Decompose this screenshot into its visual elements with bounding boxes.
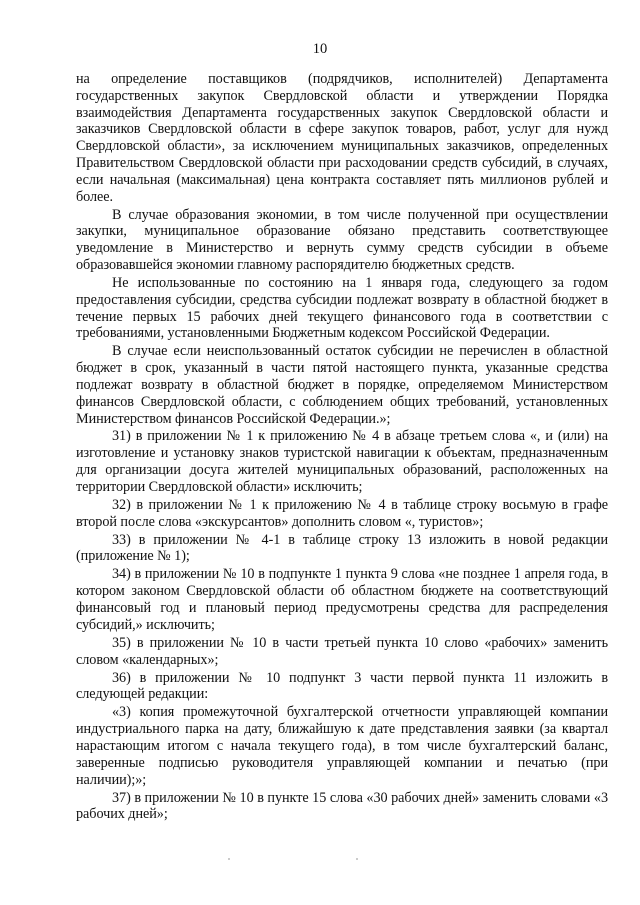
paragraph-item-34: 34) в приложении № 10 в подпункте 1 пункта 9 слова «не позднее 1 апреля года, в котором законом Свердловской области об областном бюджете на соответствующий финансовый год и плановый период предусмотрены средства для распределения субсидий,» исключить;: [76, 566, 608, 633]
paragraph-item-36: 36) в приложении № 10 подпункт 3 части первой пункта 11 изложить в следующей редакции:: [76, 669, 608, 703]
paragraph-item-33: 33) в приложении № 4-1 в таблице строку 13 изложить в новой редакции (приложение № 1);: [76, 531, 608, 565]
paragraph-item-35: 35) в приложении № 10 в части третьей пункта 10 слово «рабочих» заменить словом «календарных»;: [76, 634, 608, 668]
scan-speck: [228, 858, 230, 860]
document-body: [76, 71, 608, 823]
paragraph-unused-funds: Не использованные по состоянию на 1 января года, следующего за годом предоставления субсидии, средства субсидии подлежат возврату в областной бюджет в течение первых 15 рабочих дней текущего финансового года в соответствии с требованиями, установленными Бюджетным кодексом Российской Федерации.: [76, 274, 608, 342]
paragraph-continuation: на определение поставщиков (подрядчиков, исполнителей) Департамента государственных закупок Свердловской области и утверждении Порядка взаимодействия Департамента государственных закупок Свердловской области и заказчиков Свердловской области в сфере закупок товаров, работ, услуг для нужд Свердловской области», за исключением муниципальных заказчиков, определенных Правительством Свердловской области при расходовании средств субсидий, в случаях, если начальная (максимальная) цена контракта составляет пять миллионов рублей и более.: [76, 71, 608, 205]
paragraph-item-37: 37) в приложении № 10 в пункте 15 слова «30 рабочих дней» заменить словами «3 рабочих дней»;: [76, 789, 608, 823]
scan-speck: [356, 858, 358, 860]
paragraph-item-36-quote: «3) копия промежуточной бухгалтерской отчетности управляющей компании индустриального парка на дату, ближайшую к дате представления заявки (за квартал нарастающим итогом с начала текущего года), в том числе бухгалтерский баланс, заверенные подписью руководителя управляющей компании и печатью (при наличии);»;: [76, 704, 608, 788]
page-number: 10: [312, 41, 328, 57]
paragraph-item-31: 31) в приложении № 1 к приложению № 4 в абзаце третьем слова «, и (или) на изготовление и установку знаков туристской навигации к объектам, предназначенным для организации досуга жителей муниципальных образований, расположенных на территории Свердловской области» исключить;: [76, 428, 608, 495]
paragraph-savings-notice: В случае образования экономии, в том числе полученной при осуществлении закупки, муниципальное образование обязано представить соответствующее уведомление в Министерство и вернуть сумму средств субсидии в объеме образовавшейся экономии главному распорядителю бюджетных средств.: [76, 206, 608, 273]
paragraph-item-32: 32) в приложении № 1 к приложению № 4 в таблице строку восьмую в графе второй после слова «экскурсантов» дополнить словом «, туристов»;: [76, 496, 608, 530]
paragraph-unreturned-balance: В случае если неиспользованный остаток субсидии не перечислен в областной бюджет в срок, указанный в части пятой настоящего пункта, указанные средства подлежат возврату в областной бюджет в порядке, определяемом Министерством финансов Свердловской области, с соблюдением общих требований, установленных Министерством финансов Российской Федерации.»;: [76, 343, 608, 427]
